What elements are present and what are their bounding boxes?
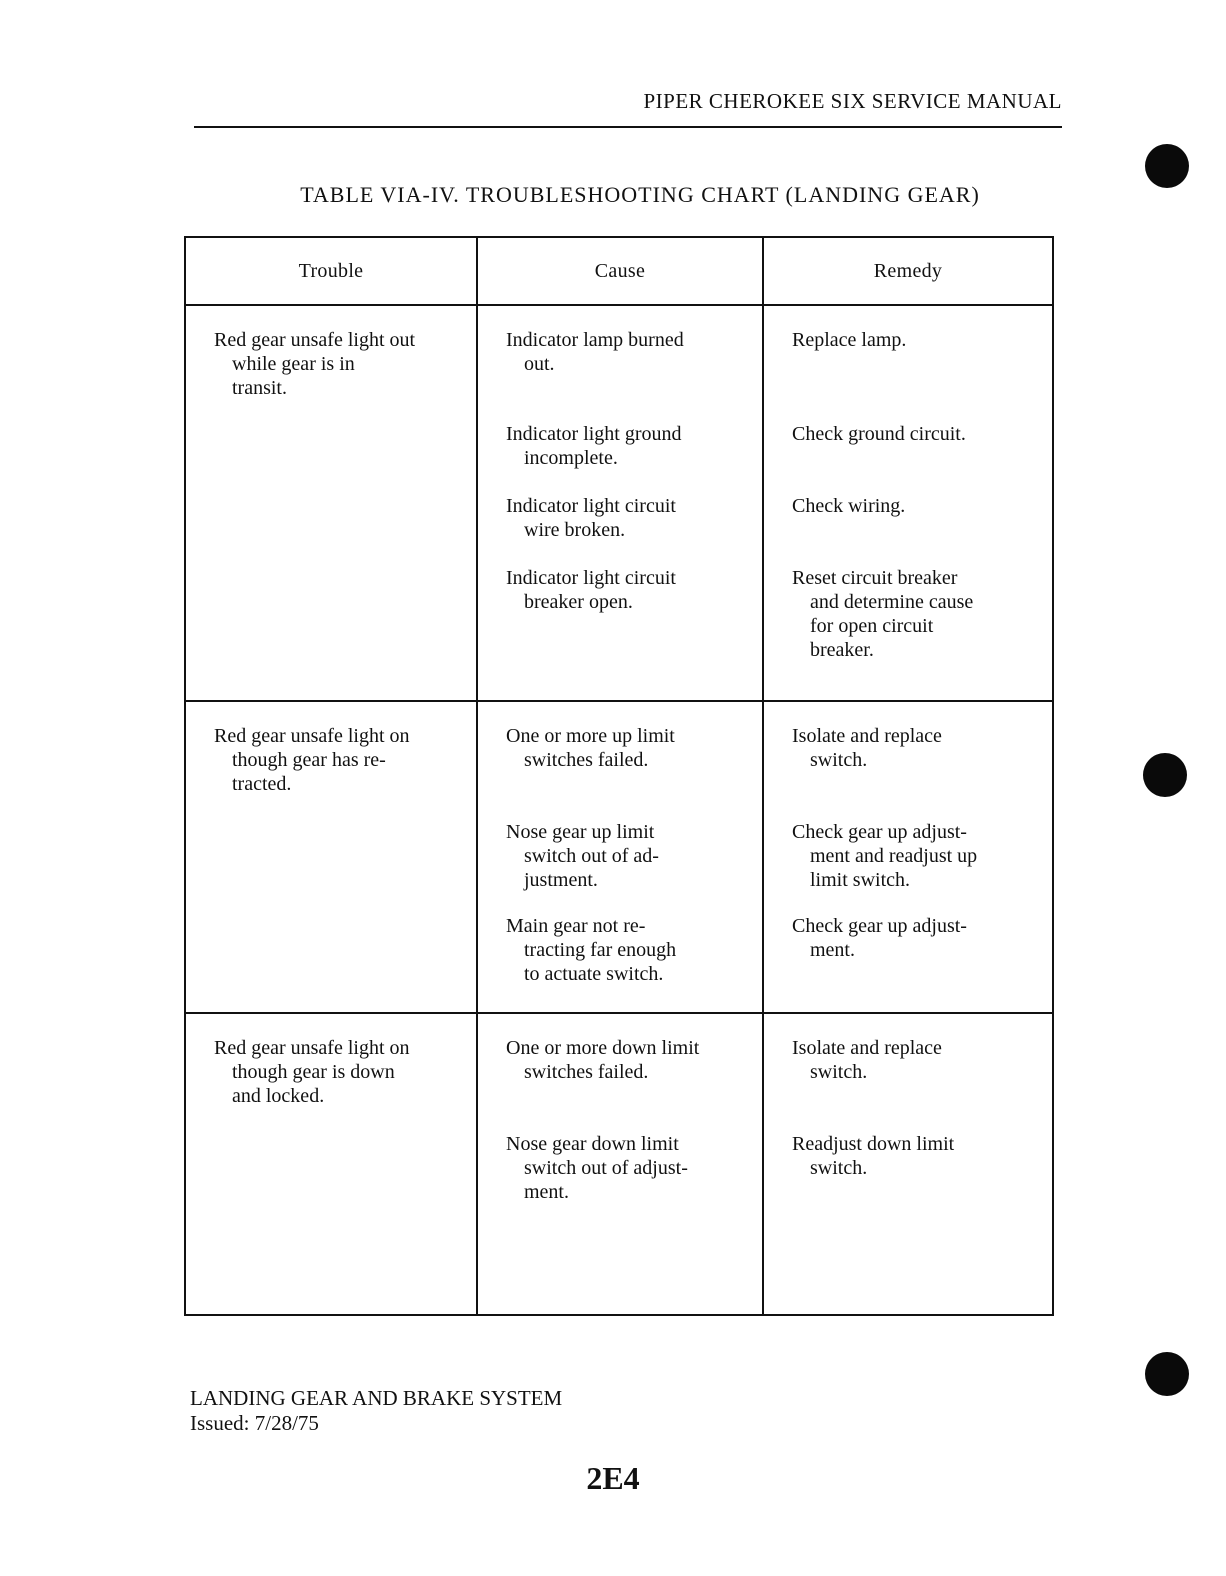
trouble-text: Red gear unsafe light out while gear is in transit. <box>214 329 416 399</box>
remedy-cell <box>763 1013 1053 1315</box>
cause-text: Indicator light ground incomplete. <box>506 423 682 469</box>
trouble-text: Red gear unsafe light on though gear is down and locked. <box>214 1037 410 1107</box>
remedy-text: Check ground circuit. <box>792 423 966 445</box>
cause-cell <box>477 1013 763 1315</box>
column-header-cause: Cause <box>477 237 763 305</box>
table-row <box>185 701 1053 1013</box>
remedy-text: Replace lamp. <box>792 329 907 351</box>
table-row <box>185 305 1053 701</box>
trouble-cell <box>185 1013 477 1315</box>
punch-hole-bottom <box>1145 1352 1189 1396</box>
page-number: 2E4 <box>586 1460 640 1496</box>
remedy-text: Readjust down limit switch. <box>792 1133 955 1179</box>
remedy-text: Isolate and replace switch. <box>792 1037 942 1083</box>
punch-hole-top <box>1145 144 1189 188</box>
trouble-text: Red gear unsafe light on though gear has re- tracted. <box>214 725 410 795</box>
footer <box>190 1386 562 1436</box>
punch-hole-middle <box>1143 753 1187 797</box>
trouble-cell <box>185 305 477 701</box>
remedy-text: Check wiring. <box>792 495 906 517</box>
cause-text: Indicator light circuit breaker open. <box>506 567 676 613</box>
header-rule <box>194 126 1062 128</box>
cause-text: One or more up limit switches failed. <box>506 725 675 771</box>
remedy-text: Reset circuit breaker and determine cause for open circuit breaker. <box>792 567 974 661</box>
cause-text: Nose gear down limit switch out of adjust- ment. <box>506 1133 688 1203</box>
cause-cell <box>477 305 763 701</box>
cause-text: Indicator light circuit wire broken. <box>506 495 676 541</box>
table-header-row <box>185 237 1053 305</box>
column-header-remedy: Remedy <box>763 237 1053 305</box>
cause-text: Indicator lamp burned out. <box>506 329 684 375</box>
table-row <box>185 1013 1053 1315</box>
table-title: TABLE VIA-IV. TROUBLESHOOTING CHART (LANDING GEAR) <box>300 182 980 207</box>
trouble-cell <box>185 701 477 1013</box>
cause-cell <box>477 701 763 1013</box>
remedy-text: Isolate and replace switch. <box>792 725 942 771</box>
manual-title: PIPER CHEROKEE SIX SERVICE MANUAL <box>643 89 1062 113</box>
cause-text: One or more down limit switches failed. <box>506 1037 700 1083</box>
remedy-cell <box>763 701 1053 1013</box>
troubleshooting-table <box>184 236 1054 1316</box>
remedy-text: Check gear up adjust- ment and readjust up limit switch. <box>792 821 978 891</box>
remedy-text: Check gear up adjust- ment. <box>792 915 967 961</box>
remedy-cell <box>763 305 1053 701</box>
issued-date: Issued: 7/28/75 <box>190 1411 319 1435</box>
section-name: LANDING GEAR AND BRAKE SYSTEM <box>190 1386 563 1410</box>
cause-text: Main gear not re- tracting far enough to actuate switch. <box>506 915 677 985</box>
column-header-trouble: Trouble <box>185 237 477 305</box>
cause-text: Nose gear up limit switch out of ad- justment. <box>506 821 659 891</box>
